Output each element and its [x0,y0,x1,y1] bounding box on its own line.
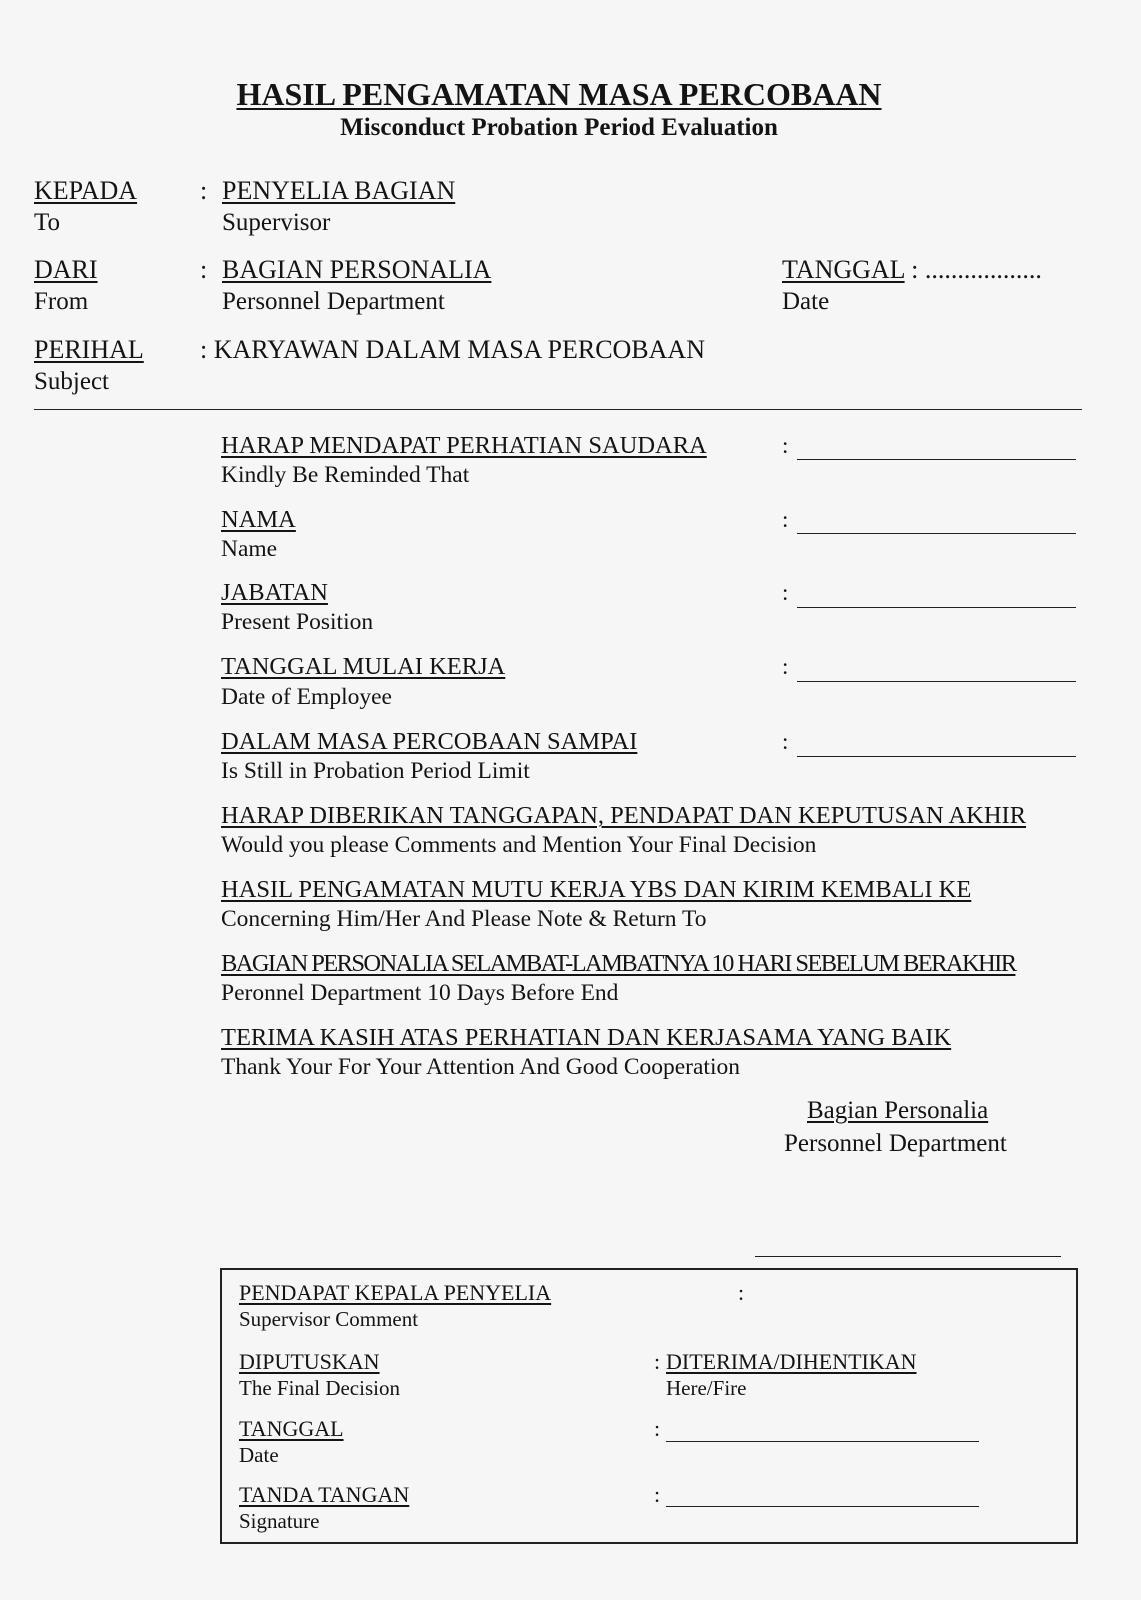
box-date-blank[interactable] [666,1441,979,1442]
box-decision-colon: : [654,1349,661,1374]
field-probation-until-colon: : [782,729,789,754]
box-decision-value-en: Here/Fire [666,1376,747,1400]
field-start-date-label: TANGGAL MULAI KERJA [221,653,506,680]
signoff-dept: Bagian Personalia [807,1097,989,1124]
box-date-label: TANGGAL [239,1416,344,1441]
box-comment-colon: : [738,1280,745,1305]
box-decision-label-en: The Final Decision [239,1376,400,1400]
field-start-date-colon: : [782,654,789,679]
date-dots: : .................. [904,255,1042,284]
subject-value: : KARYAWAN DALAM MASA PERCOBAAN [200,335,705,364]
field-name-label-en: Name [221,536,278,562]
header-divider [34,409,1082,410]
note-4: TERIMA KASIH ATAS PERHATIAN DAN KERJASAMA YANG BAIK [221,1024,952,1051]
field-reminder-blank[interactable] [797,459,1076,460]
subject-label: PERIHAL [34,335,144,364]
note-4-en: Thank Your For Your Attention And Good Cooperation [221,1054,740,1080]
field-reminder-label-en: Kindly Be Reminded That [221,462,470,488]
from-colon: : [200,255,208,284]
field-reminder-label: HARAP MENDAPAT PERHATIAN SAUDARA [221,432,707,459]
field-name-colon: : [782,507,789,532]
field-position-blank[interactable] [797,607,1076,608]
field-start-date-blank[interactable] [797,681,1076,682]
to-value: PENYELIA BAGIAN [222,176,456,205]
field-position-label-en: Present Position [221,609,374,635]
note-1: HARAP DIBERIKAN TANGGAPAN, PENDAPAT DAN KEPUTUSAN AKHIR [221,802,1027,829]
box-signature-label-en: Signature [239,1509,320,1533]
note-2: HASIL PENGAMATAN MUTU KERJA YBS DAN KIRIM KEMBALI KE [221,876,972,903]
box-date-label-en: Date [239,1443,279,1467]
date-label [782,255,1042,285]
date-label-text: TANGGAL [782,255,905,284]
box-decision-label: DIPUTUSKAN [239,1349,380,1374]
to-colon: : [200,176,208,205]
from-label: DARI [34,255,98,284]
from-value-en: Personnel Department [222,288,445,315]
field-probation-until-label-en: Is Still in Probation Period Limit [221,758,530,784]
field-position-colon: : [782,580,789,605]
from-value: BAGIAN PERSONALIA [222,255,492,284]
signoff-dept-en: Personnel Department [784,1130,1007,1157]
box-comment-label-en: Supervisor Comment [239,1307,419,1331]
field-probation-until-blank[interactable] [797,756,1076,757]
to-value-en: Supervisor [222,209,331,236]
field-name-blank[interactable] [797,533,1076,534]
box-signature-colon: : [654,1482,661,1507]
page-subtitle: Misconduct Probation Period Evaluation [340,114,778,141]
to-label: KEPADA [34,176,138,205]
field-reminder-colon: : [782,433,789,458]
subject-label-en: Subject [34,368,109,395]
date-label-en: Date [782,288,830,315]
field-start-date-label-en: Date of Employee [221,684,392,710]
field-name-label: NAMA [221,506,296,533]
box-signature-blank[interactable] [666,1506,979,1507]
signature-line[interactable] [755,1256,1061,1257]
note-2-en: Concerning Him/Her And Please Note & Return To [221,906,707,932]
note-3-en: Peronnel Department 10 Days Before End [221,980,619,1006]
to-label-en: To [34,209,61,236]
page-title: HASIL PENGAMATAN MASA PERCOBAAN [236,76,882,112]
note-1-en: Would you please Comments and Mention Your Final Decision [221,832,817,858]
box-decision-value: DITERIMA/DIHENTIKAN [666,1349,917,1374]
from-label-en: From [34,288,89,315]
box-comment-label: PENDAPAT KEPALA PENYELIA [239,1280,552,1305]
field-position-label: JABATAN [221,579,328,606]
box-date-colon: : [654,1416,661,1441]
note-3: BAGIAN PERSONALIA SELAMBAT-LAMBATNYA 10 HARI SEBELUM BERAKHIR [221,950,1016,977]
field-probation-until-label: DALAM MASA PERCOBAAN SAMPAI [221,728,638,755]
box-signature-label: TANDA TANGAN [239,1482,410,1507]
